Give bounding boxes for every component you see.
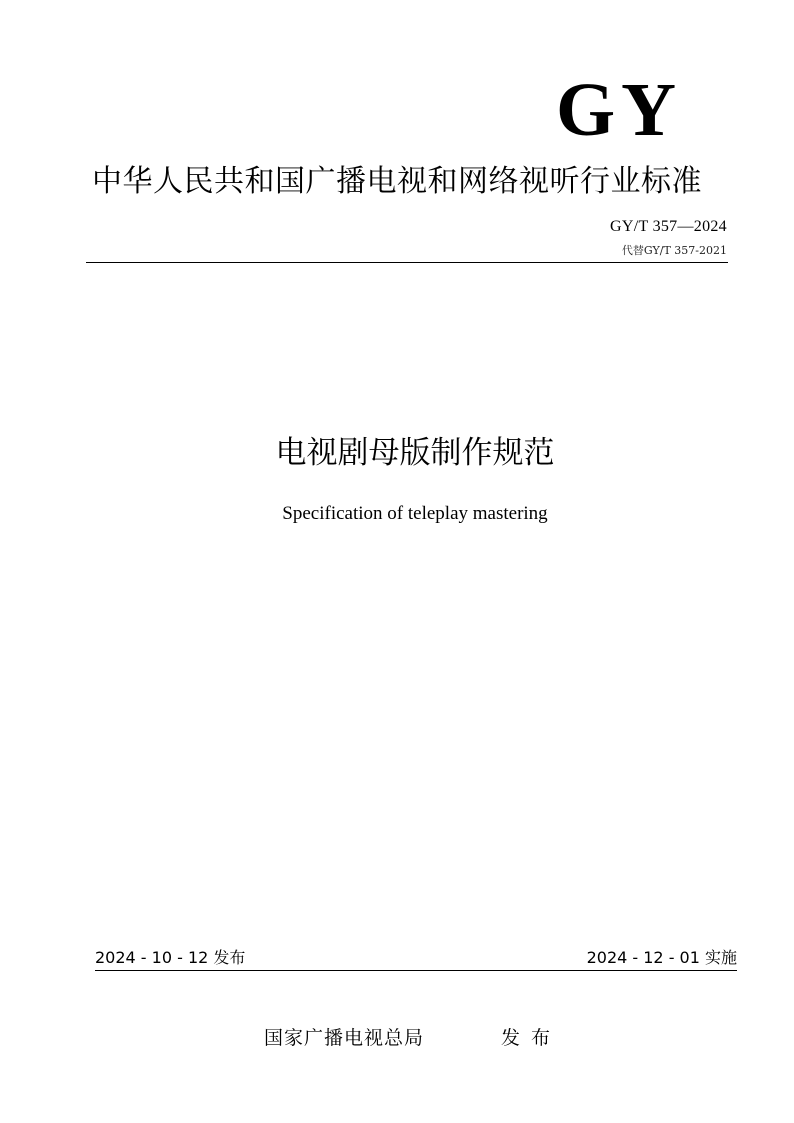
document-title: 电视剧母版制作规范 [275,435,555,471]
footer-divider [95,970,737,971]
standard-number: GY/T 357—2024 [610,218,727,235]
implementation-date: 2024 - 12 - 01 实施 [586,948,737,967]
header-divider [86,262,728,263]
standard-logo: GY [556,68,682,152]
issue-date: 2024 - 10 - 12 发布 [95,948,246,967]
document-title-english: Specification of teleplay mastering [282,503,548,524]
publish-label: 发布 [501,1027,562,1049]
replaces-note: 代替GY/T 357-2021 [621,244,727,257]
org-title: 中华人民共和国广播电视和网络视听行业标准 [92,164,702,199]
publisher-name: 国家广播电视总局 [264,1027,425,1049]
